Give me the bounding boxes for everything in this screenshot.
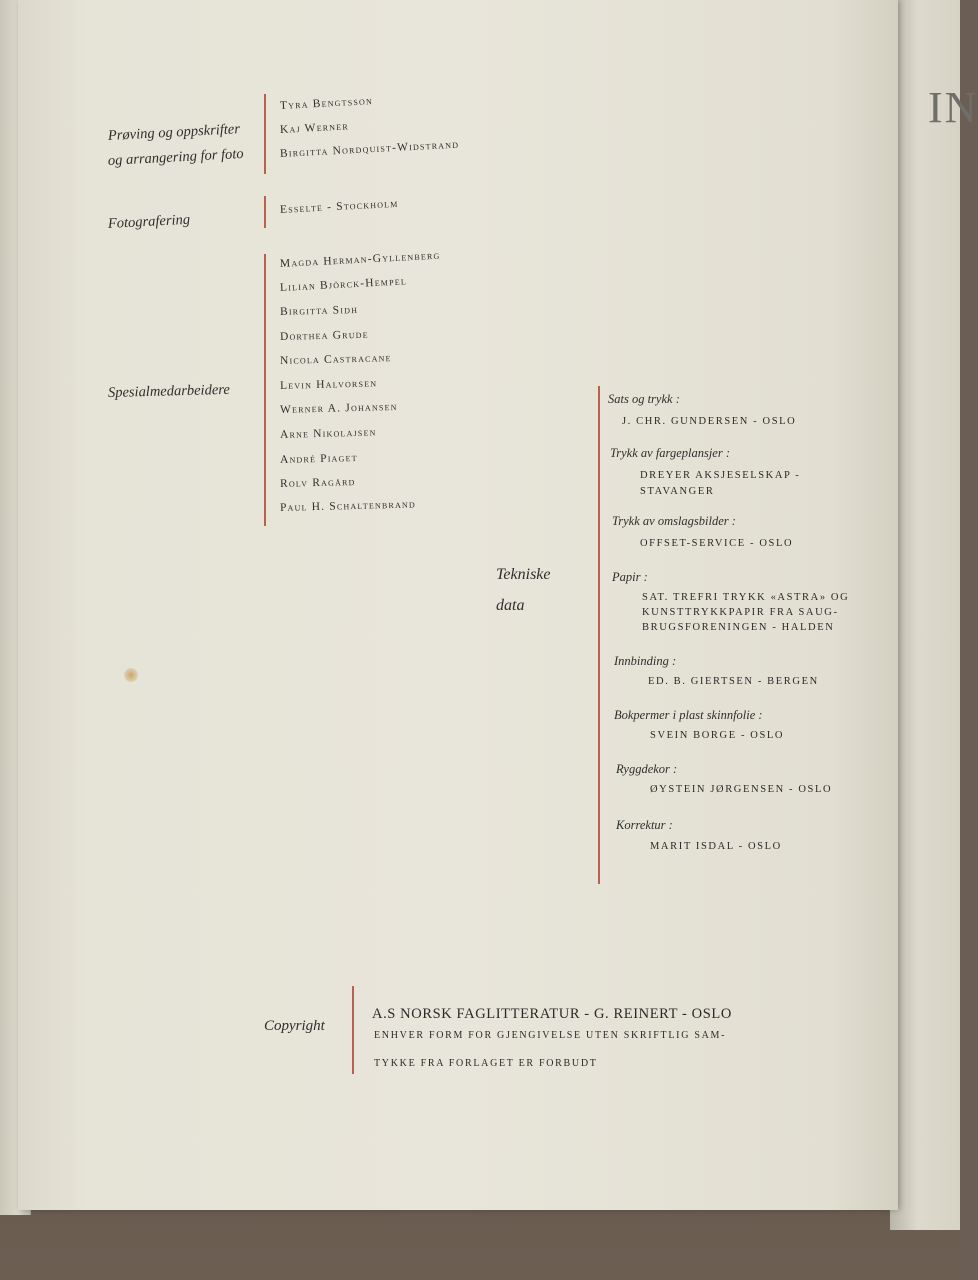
tech-value: OFFSET-SERVICE - OSLO (640, 538, 794, 549)
tech-value: DREYER AKSJESELSKAP - (640, 470, 801, 481)
spesial-name: Dorthea Grude (279, 328, 369, 343)
colophon-page (18, 0, 898, 1210)
spesial-name: Nicola Castracane (279, 352, 392, 367)
tech-value: KUNSTTRYKKPAPIR FRA SAUG- (642, 607, 839, 618)
tech-heading: Korrektur : (616, 818, 673, 832)
proving-name: Kaj Werner (279, 120, 350, 136)
spesial-name: Levin Halvorsen (279, 377, 378, 392)
proving-name: Tyra Bengtsson (279, 95, 374, 112)
spesial-name: André Piaget (279, 451, 358, 466)
proving-label-1: Prøving og oppskrifter (107, 121, 241, 144)
tech-value: ØYSTEIN JØRGENSEN - OSLO (650, 784, 833, 795)
copyright-notice-1: ENHVER FORM FOR GJENGIVELSE UTEN SKRIFTLIG SAM- (374, 1030, 727, 1041)
tech-heading: Trykk av fargeplansjer : (610, 446, 731, 460)
facing-page (890, 0, 978, 1230)
copyright-rule (352, 986, 354, 1074)
foto-label: Fotografering (107, 211, 191, 232)
tech-heading: Trykk av omslagsbilder : (612, 514, 736, 528)
facing-page-text: IN (928, 83, 978, 132)
tech-heading: Papir : (612, 570, 648, 584)
spesial-label: Spesialmedarbeidere (107, 381, 231, 401)
tech-value: STAVANGER (640, 486, 715, 497)
paper-stain (124, 668, 138, 682)
spesial-name: Rolv Ragård (279, 476, 356, 490)
tech-heading: Innbinding : (614, 654, 677, 668)
tech-value: BRUGSFORENINGEN - HALDEN (642, 622, 835, 633)
spesial-name: Werner A. Johansen (279, 400, 398, 416)
spesial-name: Paul H. Schaltenbrand (279, 498, 417, 514)
spesial-name: Birgitta Sidh (279, 303, 359, 318)
foto-rule (264, 196, 266, 228)
tech-value: ED. B. GIERTSEN - BERGEN (648, 676, 819, 687)
spesial-name: Magda Herman-Gyllenberg (279, 249, 441, 270)
copyright-publisher: A.S NORSK FAGLITTERATUR - G. REINERT - OSLO (372, 1006, 732, 1022)
copyright-notice-2: TYKKE FRA FORLAGET ER FORBUDT (374, 1058, 598, 1069)
spesial-name: Arne Nikolajsen (279, 426, 377, 441)
tekniske-label-2: data (496, 597, 525, 614)
tech-value: MARIT ISDAL - OSLO (650, 841, 782, 852)
tech-heading: Bokpermer i plast skinnfolie : (614, 708, 763, 722)
tech-value: SVEIN BORGE - OSLO (650, 730, 785, 741)
proving-rule (264, 94, 266, 174)
tech-heading: Sats og trykk : (608, 392, 680, 406)
proving-label-2: og arrangering for foto (107, 145, 244, 169)
spesial-rule (264, 254, 266, 526)
tekniske-label-1: Tekniske (496, 566, 551, 583)
spesial-name: Lilian Björck-Hempel (279, 275, 408, 294)
copyright-label: Copyright (264, 1018, 325, 1034)
tech-value: SAT. TREFRI TRYKK «ASTRA» OG (642, 592, 850, 603)
foto-name: Esselte - Stockholm (279, 197, 399, 216)
tekniske-rule (598, 386, 600, 884)
tech-value: J. CHR. GUNDERSEN - OSLO (622, 416, 797, 427)
tech-heading: Ryggdekor : (616, 762, 678, 776)
proving-name: Birgitta Nordquist-Widstrand (279, 138, 460, 160)
